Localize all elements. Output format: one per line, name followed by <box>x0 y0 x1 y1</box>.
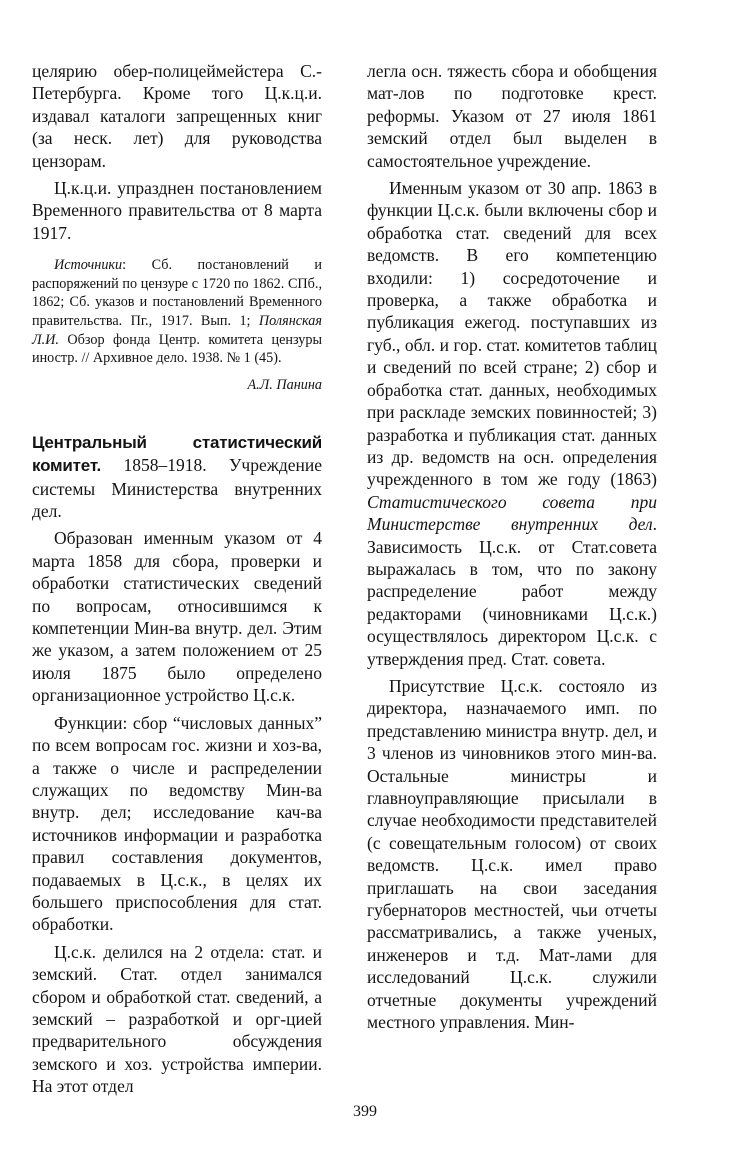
sources-block <box>32 256 322 368</box>
right-column <box>367 60 657 1033</box>
decree-text-a: Именным указом от 30 апр. 1863 в функции Ц.с.к. были включены сбор и обработка стат. сведений для всех ведомств. В его компетенцию входили: 1) сосредоточение и проверка, а также обработка и публикация ежегод. поступавших из губ., обл. и гор. стат. комитетов таблиц и сведений по всей стране; 2) сбор и обработка стат. данных, необходимых при раскладе земских повинностей; 3) разработка и публикация стат. данных из др. ведомств на осн. определения учрежденного в том же году (1863) <box>367 178 657 490</box>
sources-text-2: Обзор фонда Центр. комитета цензуры иностр. // Архивное дело. 1938. № 1 (45). <box>32 331 322 367</box>
paragraph-continuation: целярию обер-полицеймейстера С.-Петербурга. Кроме того Ц.к.ц.и. издавал каталоги запрещенных книг (за неск. лет) для руководства цензорам. <box>32 61 322 171</box>
article-subtitle: 1858–1918. Учреждение системы Министерства внутренних дел. <box>32 455 322 522</box>
left-column <box>32 60 322 1098</box>
paragraph-continuation-right: легла осн. тяжесть сбора и обобщения мат-лов по подготовке крест. реформы. Указом от 27 июля 1861 земский отдел был выделен в самостоятельное учреждение. <box>367 61 657 171</box>
paragraph-abolished: Ц.к.ц.и. упразднен постановлением Временного правительства от 8 марта 1917. <box>32 178 322 243</box>
paragraph-functions: Функции: сбор “числовых данных” по всем вопросам гос. жизни и хоз-ва, а также о числе и распределении служащих по ведомству Мин-ва внутр. дел; исследование кач-ва источников информации и разработка правил составления документов, подаваемых в Ц.с.к., в целях их большего приспособления для стат. обработки. <box>32 712 322 935</box>
article-heading <box>32 431 322 523</box>
article-title: Центральный статистический комитет. <box>32 432 322 476</box>
decree-council-name: Статистического совета при Министерстве внутренних дел <box>367 491 657 535</box>
sources-label: Источники <box>54 257 123 274</box>
paragraph-formed: Образован именным указом от 4 марта 1858 для сбора, проверки и обработки статистических сведений по вопросам, относившимся к компетенции Мин-ва внутр. дел. Этим же указом, а затем положением от 25 июля 1875 было определено организационное устройство Ц.с.к. <box>32 528 322 706</box>
sources-author: Полянская Л.И. <box>32 313 322 348</box>
paragraph-decree-1863 <box>367 177 657 670</box>
paragraph-composition: Присутствие Ц.с.к. состояло из директора, назначаемого имп. по представлению министра внутр. дел, и 3 членов из чиновников этого мин-ва. Остальные министры и главноуправляющие присылали в случае необходимости представителей (с совещательным голосом) от своих ведомств. Ц.с.к. имел право приглашать на свои заседания губернаторов местностей, чьи отчеты рассматривались, а также ученых, инженеров и т.д. Мат-лами для исследований Ц.с.к. служили отчетные документы учреждений местного управления. Мин- <box>367 675 657 1033</box>
decree-text-b: . Зависимость Ц.с.к. от Стат.совета выражалась в том, что по закону распределение работ между редакторами (чиновниками Ц.с.к.) осуществлялось директором Ц.с.к. с утверждения пред. Стат. совета. <box>367 514 657 669</box>
author-signature: А.Л. Панина <box>247 376 322 393</box>
paragraph-divided: Ц.с.к. делился на 2 отдела: стат. и земский. Стат. отдел занимался сбором и обработкой стат. сведений, а земский – разработкой и орг-цией предварительного обсуждения земского и хоз. устройства империи. На этот отдел <box>32 941 322 1097</box>
sources-text-1: : Сб. постановлений и распоряжений по цензуре с 1720 по 1862. СПб., 1862; Сб. указов и постановлений Временного правительства. Пг., 1917. Вып. 1; <box>32 257 322 330</box>
page-number: 399 <box>353 1103 377 1120</box>
